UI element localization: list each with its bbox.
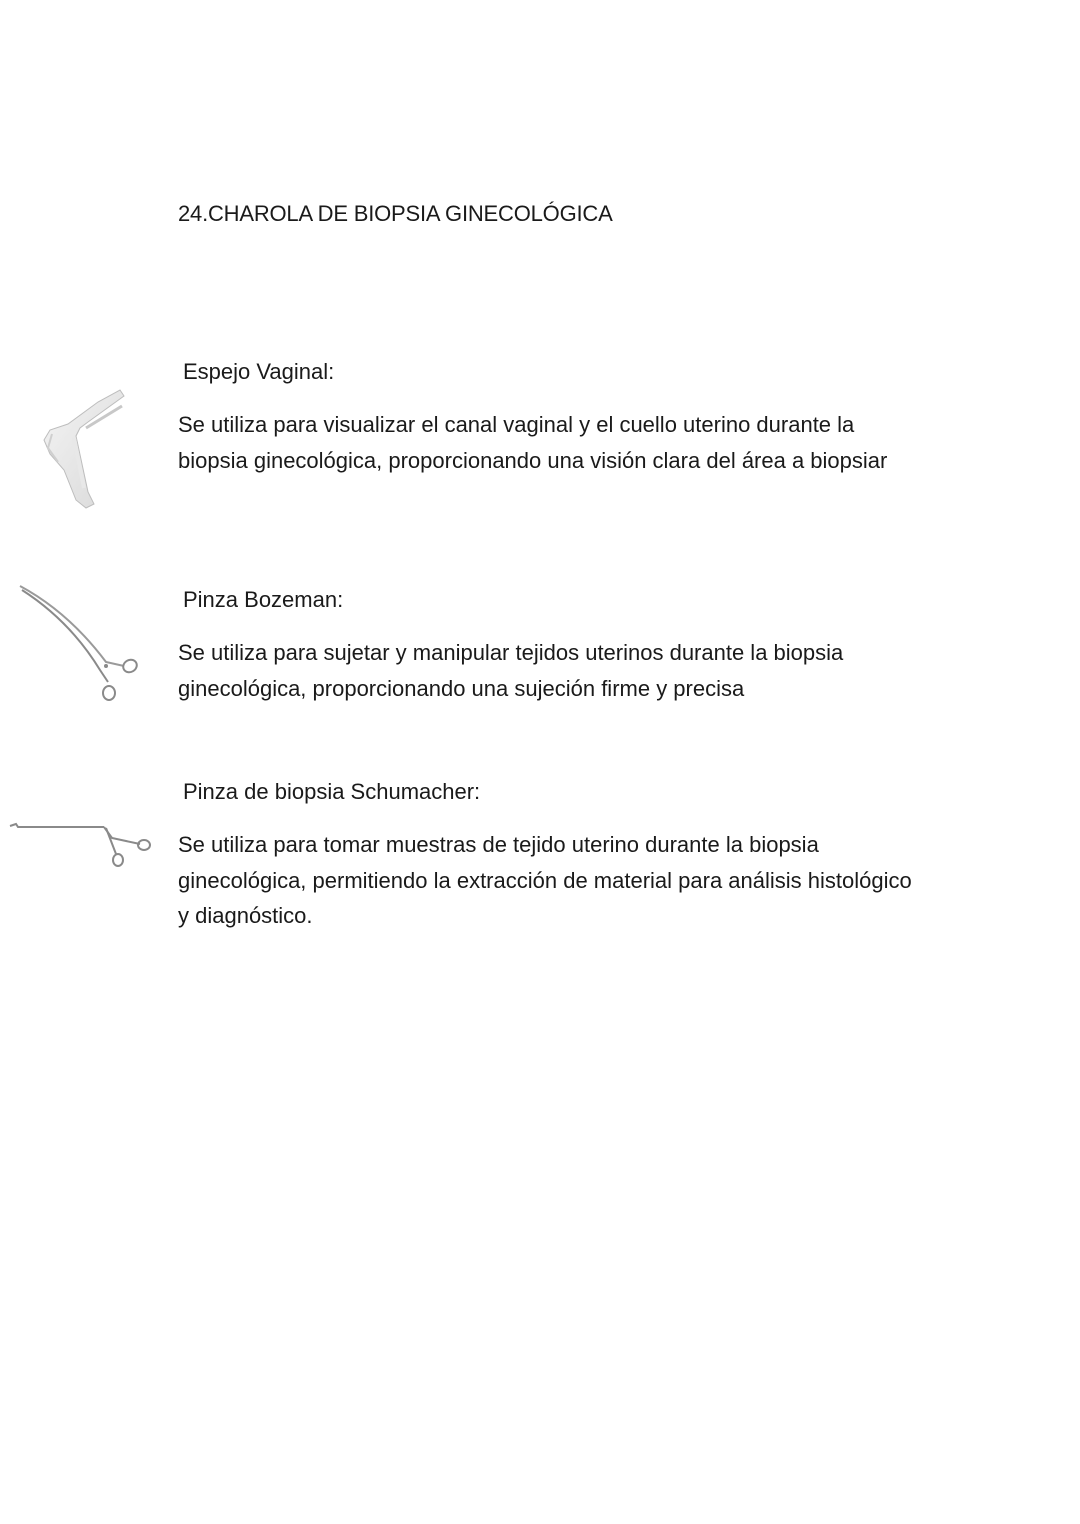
schumacher-biopsy-forceps-image [8, 818, 153, 872]
instrument-description: Se utiliza para tomar muestras de tejido uterino durante la biopsia ginecológica, permitiendo la extracción de material para análisis histológico y diagnóstico. [178, 832, 912, 928]
instrument-description: Se utiliza para sujetar y manipular tejidos uterinos durante la biopsia ginecológica, proporcionando una sujeción firme y precisa [178, 640, 844, 701]
instrument-description: Se utiliza para visualizar el canal vaginal y el cuello uterino durante la biopsia ginecológica, proporcionando una visión clara del área a biopsiar [178, 412, 888, 473]
page-title: 24.CHAROLA DE BIOPSIA GINECOLÓGICA [178, 201, 613, 226]
bozeman-forceps-image [16, 582, 146, 707]
vaginal-speculum-image [28, 384, 128, 512]
instrument-heading: Pinza de biopsia Schumacher: [183, 779, 481, 804]
instrument-heading: Espejo Vaginal: [183, 359, 335, 384]
instrument-heading: Pinza Bozeman: [183, 587, 344, 612]
